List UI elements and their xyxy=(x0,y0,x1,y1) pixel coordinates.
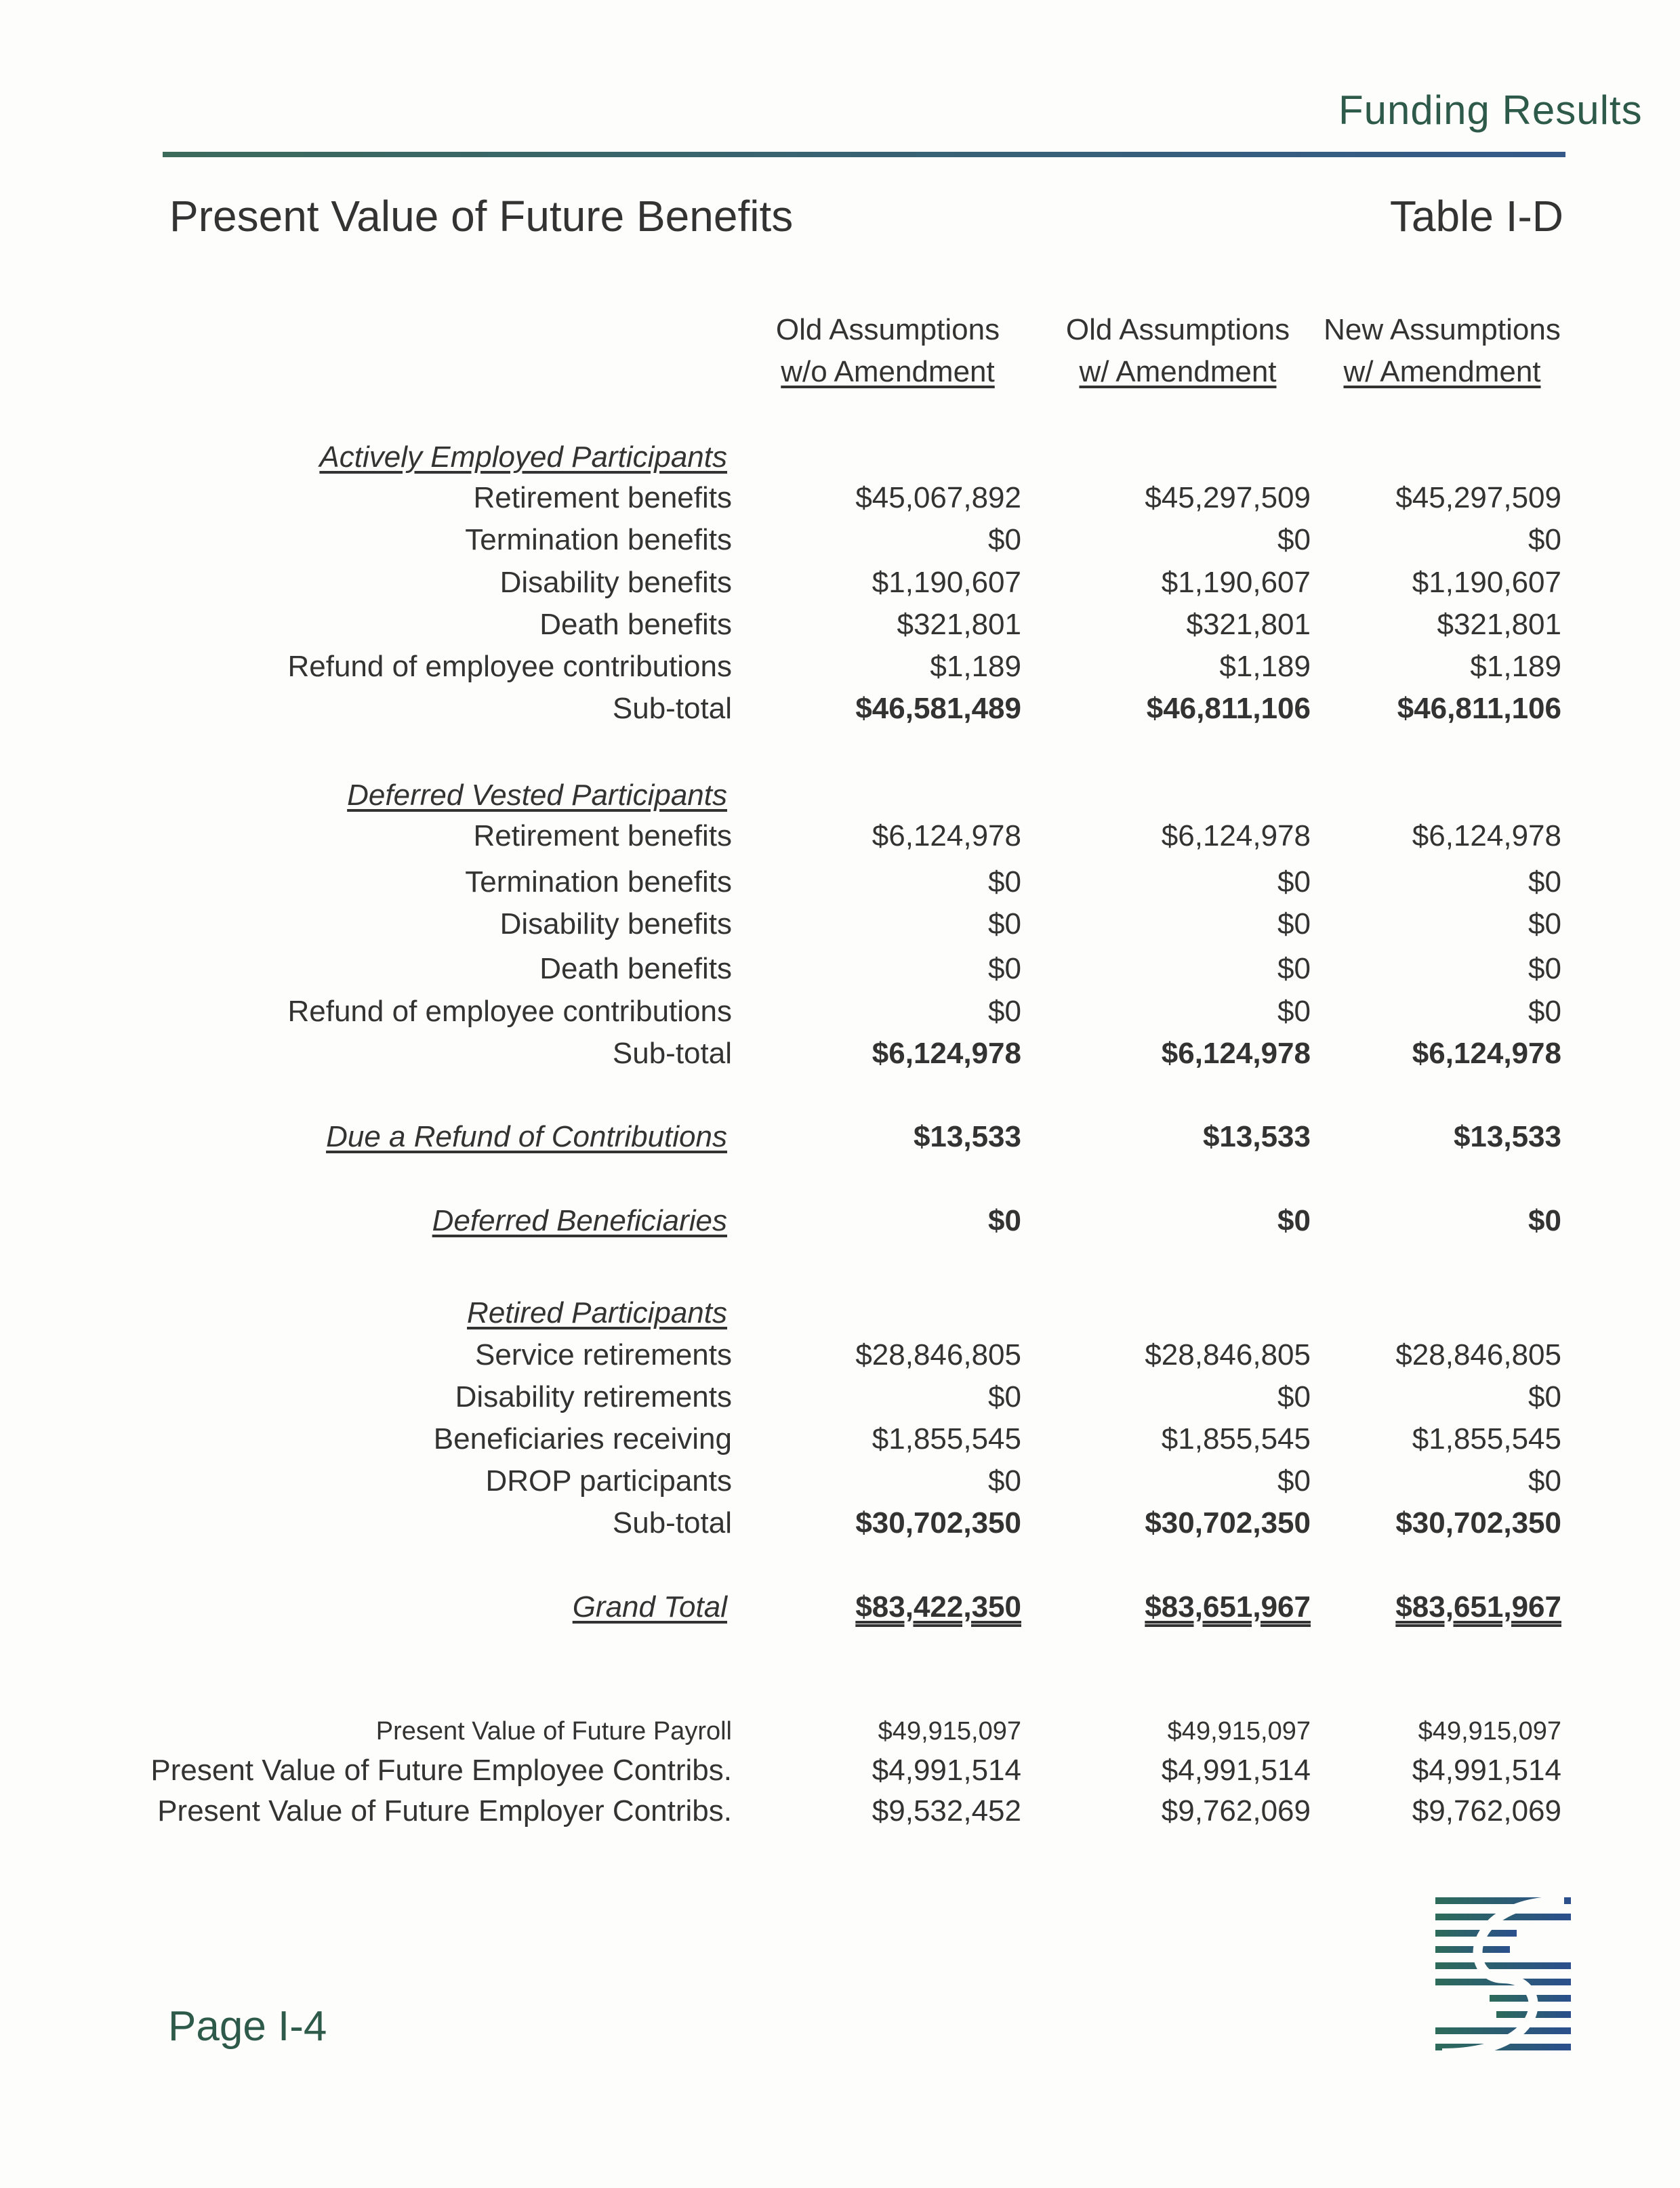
column-header-3 xyxy=(1313,309,1571,393)
cell-value: $0 xyxy=(988,1464,1021,1498)
cell-value: $28,846,805 xyxy=(1395,1338,1561,1371)
cell-value: $45,297,509 xyxy=(1395,481,1561,514)
section-title-retired xyxy=(0,1296,1680,1338)
page-title: Present Value of Future Benefits xyxy=(169,192,794,241)
cell-value: $46,581,489 xyxy=(855,692,1021,725)
row-label: Service retirements xyxy=(474,1338,732,1371)
cell-value: $30,702,350 xyxy=(855,1506,1021,1540)
row-label: Disability benefits xyxy=(499,907,732,941)
table-row xyxy=(0,1338,1680,1380)
header-rule xyxy=(163,152,1565,157)
cell-value: $0 xyxy=(988,907,1021,941)
cell-value: $4,991,514 xyxy=(872,1754,1021,1787)
cell-value: $0 xyxy=(1528,523,1561,556)
company-logo-icon xyxy=(1435,1897,1571,2060)
section-title-active-label: Actively Employed Participants xyxy=(319,440,727,474)
subtotal-row xyxy=(0,1037,1680,1079)
row-label: Present Value of Future Payroll xyxy=(375,1717,732,1746)
cell-value: $83,422,350 xyxy=(855,1590,1021,1624)
cell-value: $0 xyxy=(988,952,1021,985)
section-title-deferred-vested-label: Deferred Vested Participants xyxy=(347,779,727,812)
row-label: Termination benefits xyxy=(465,865,732,899)
cell-value: $1,855,545 xyxy=(1412,1422,1561,1456)
cell-value: $0 xyxy=(1528,1464,1561,1498)
cell-value: $321,801 xyxy=(1186,608,1311,641)
row-label: Beneficiaries receiving xyxy=(433,1422,732,1456)
cell-value: $0 xyxy=(988,995,1021,1028)
section-title-active xyxy=(0,440,1680,482)
row-label: Disability retirements xyxy=(455,1380,732,1413)
cell-value: $1,190,607 xyxy=(872,566,1021,599)
present-value-row xyxy=(0,1717,1680,1759)
cell-value: $0 xyxy=(1528,907,1561,941)
cell-value: $83,651,967 xyxy=(1395,1590,1561,1624)
cell-value: $0 xyxy=(1528,1380,1561,1413)
cell-value: $49,915,097 xyxy=(1418,1717,1561,1746)
column-header-2 xyxy=(1049,309,1307,393)
table-row xyxy=(0,650,1680,692)
cell-value: $46,811,106 xyxy=(1146,692,1311,725)
cell-value: $6,124,978 xyxy=(1161,819,1311,852)
row-label: Present Value of Future Employee Contribs. xyxy=(150,1754,732,1787)
table-row xyxy=(0,1422,1680,1464)
row-label: Sub-total xyxy=(612,1506,732,1540)
table-row xyxy=(0,995,1680,1037)
section-header: Funding Results xyxy=(1338,87,1643,133)
table-row xyxy=(0,952,1680,994)
column-header-3-line1: New Assumptions xyxy=(1324,313,1561,346)
row-label: Present Value of Future Employer Contribs. xyxy=(157,1794,732,1828)
cell-value: $0 xyxy=(1528,995,1561,1028)
cell-value: $30,702,350 xyxy=(1395,1506,1561,1540)
table-row xyxy=(0,566,1680,608)
cell-value: $1,190,607 xyxy=(1161,566,1311,599)
section-row-due-refund xyxy=(0,1120,1680,1162)
row-label: Termination benefits xyxy=(465,523,732,556)
column-header-1-line2: w/o Amendment xyxy=(781,355,995,388)
table-row xyxy=(0,1464,1680,1506)
cell-value: $0 xyxy=(1528,952,1561,985)
cell-value: $83,651,967 xyxy=(1145,1590,1311,1624)
cell-value: $321,801 xyxy=(1437,608,1561,641)
table-row xyxy=(0,865,1680,907)
column-header-1 xyxy=(759,309,1017,393)
row-label: Refund of employee contributions xyxy=(287,995,732,1028)
cell-value: $45,067,892 xyxy=(855,481,1021,514)
cell-value: $4,991,514 xyxy=(1161,1754,1311,1787)
cell-value: $4,991,514 xyxy=(1412,1754,1561,1787)
cell-value: $1,190,607 xyxy=(1412,566,1561,599)
cell-value: $49,915,097 xyxy=(1167,1717,1311,1746)
page-number: Page I-4 xyxy=(168,2003,327,2050)
row-label: DROP participants xyxy=(485,1464,732,1498)
column-header-1-line1: Old Assumptions xyxy=(775,313,1000,346)
cell-value: $9,532,452 xyxy=(872,1794,1021,1828)
row-label: Death benefits xyxy=(539,952,732,985)
cell-value: $9,762,069 xyxy=(1412,1794,1561,1828)
cell-value: $0 xyxy=(1277,523,1311,556)
table-row xyxy=(0,819,1680,861)
row-label: Death benefits xyxy=(539,608,732,641)
cell-value: $9,762,069 xyxy=(1161,1794,1311,1828)
row-label: Sub-total xyxy=(612,1037,732,1070)
cell-value: $0 xyxy=(1528,1204,1561,1237)
cell-value: $6,124,978 xyxy=(1412,1037,1561,1070)
cell-value: $45,297,509 xyxy=(1145,481,1311,514)
cell-value: $1,855,545 xyxy=(1161,1422,1311,1456)
cell-value: $0 xyxy=(988,865,1021,899)
cell-value: $0 xyxy=(1528,865,1561,899)
section-row-deferred-beneficiaries xyxy=(0,1204,1680,1246)
cell-value: $28,846,805 xyxy=(855,1338,1021,1371)
cell-value: $49,915,097 xyxy=(878,1717,1021,1746)
cell-value: $0 xyxy=(1277,907,1311,941)
cell-value: $0 xyxy=(988,1204,1021,1237)
cell-value: $1,189 xyxy=(1219,650,1311,683)
row-label: Disability benefits xyxy=(499,566,732,599)
subtotal-row xyxy=(0,1506,1680,1548)
cell-value: $6,124,978 xyxy=(1161,1037,1311,1070)
section-title-deferred-vested xyxy=(0,779,1680,821)
row-label: Grand Total xyxy=(572,1590,727,1624)
grand-total-row xyxy=(0,1590,1680,1632)
table-row xyxy=(0,608,1680,650)
present-value-row xyxy=(0,1794,1680,1836)
cell-value: $0 xyxy=(988,1380,1021,1413)
table-row xyxy=(0,907,1680,949)
row-label: Retirement benefits xyxy=(473,481,732,514)
cell-value: $6,124,978 xyxy=(1412,819,1561,852)
cell-value: $46,811,106 xyxy=(1397,692,1561,725)
column-header-2-line1: Old Assumptions xyxy=(1065,313,1290,346)
cell-value: $28,846,805 xyxy=(1145,1338,1311,1371)
row-label: Refund of employee contributions xyxy=(287,650,732,683)
cell-value: $13,533 xyxy=(1453,1120,1561,1153)
cell-value: $1,189 xyxy=(930,650,1021,683)
cell-value: $0 xyxy=(1277,1380,1311,1413)
cell-value: $30,702,350 xyxy=(1145,1506,1311,1540)
cell-value: $0 xyxy=(1277,1464,1311,1498)
table-row xyxy=(0,481,1680,523)
row-label: Sub-total xyxy=(612,692,732,725)
cell-value: $6,124,978 xyxy=(872,1037,1021,1070)
cell-value: $13,533 xyxy=(1202,1120,1311,1153)
subtotal-row xyxy=(0,692,1680,734)
row-label: Deferred Beneficiaries xyxy=(432,1204,727,1237)
cell-value: $1,855,545 xyxy=(872,1422,1021,1456)
column-header-2-line2: w/ Amendment xyxy=(1079,355,1277,388)
column-header-3-line2: w/ Amendment xyxy=(1343,355,1541,388)
row-label: Retirement benefits xyxy=(473,819,732,852)
cell-value: $13,533 xyxy=(913,1120,1021,1153)
row-label: Due a Refund of Contributions xyxy=(326,1120,727,1153)
cell-value: $0 xyxy=(988,523,1021,556)
cell-value: $0 xyxy=(1277,952,1311,985)
present-value-row xyxy=(0,1754,1680,1796)
table-row xyxy=(0,1380,1680,1422)
section-title-retired-label: Retired Participants xyxy=(467,1296,727,1329)
table-number: Table I-D xyxy=(1389,192,1563,241)
cell-value: $0 xyxy=(1277,1204,1311,1237)
table-row xyxy=(0,523,1680,565)
cell-value: $0 xyxy=(1277,995,1311,1028)
cell-value: $6,124,978 xyxy=(872,819,1021,852)
cell-value: $0 xyxy=(1277,865,1311,899)
cell-value: $1,189 xyxy=(1470,650,1561,683)
cell-value: $321,801 xyxy=(897,608,1021,641)
